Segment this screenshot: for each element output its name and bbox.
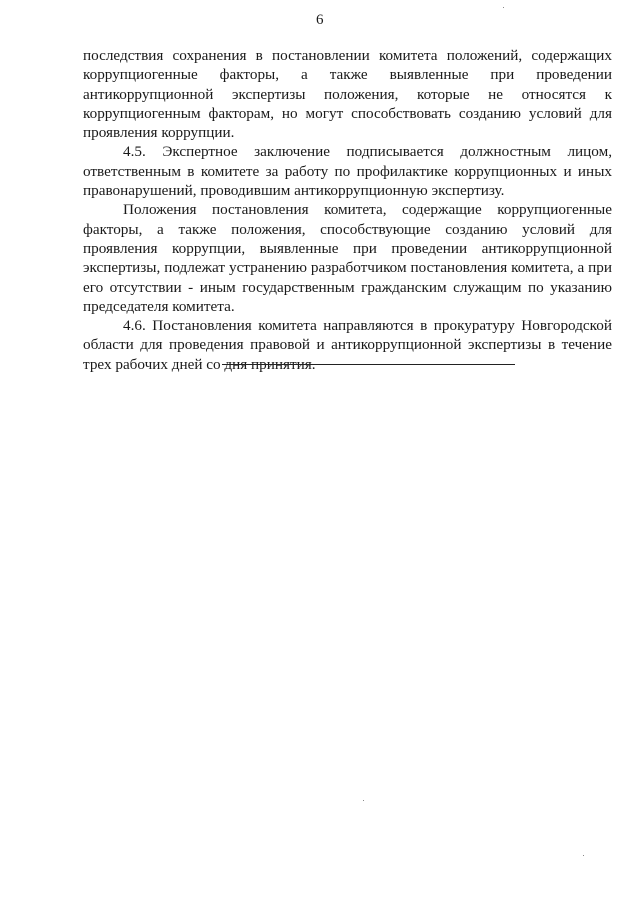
paragraph-provisions: Положения постановления комитета, содержащие коррупциогенные факторы, а также положения, способствующие созданию условий для проявления коррупции, выявленные при проведении антикоррупционной экспертизы, подлежат устранению разработчиком постановления комитета, а при его отсутствии - иным государственным гражданским служащим по указанию председателя комитета. bbox=[83, 201, 612, 315]
page-number: 6 bbox=[316, 12, 324, 28]
paragraph-continuation: последствия сохранения в постановлении комитета положений, содержащих коррупциогенные факторы, а также выявленные при проведении антикоррупционной экспертизы положения, которые не относятся к коррупциогенным факторам, но могут способствовать созданию условий для проявления коррупции. bbox=[83, 47, 612, 142]
document-body bbox=[83, 46, 612, 374]
scan-speck bbox=[503, 7, 504, 8]
end-of-text-rule bbox=[222, 364, 515, 365]
scan-speck bbox=[583, 855, 584, 856]
paragraph-4-6: 4.6. Постановления комитета направляются в прокуратуру Новгородской области для проведения правовой и антикоррупционной экспертизы в течение трех рабочих дней со дня принятия. bbox=[83, 317, 612, 373]
scan-speck bbox=[363, 800, 364, 801]
paragraph-4-5: 4.5. Экспертное заключение подписывается должностным лицом, ответственным в комитете за работу по профилактике коррупционных и иных правонарушений, проводившим антикоррупционную экспертизу. bbox=[83, 143, 612, 200]
